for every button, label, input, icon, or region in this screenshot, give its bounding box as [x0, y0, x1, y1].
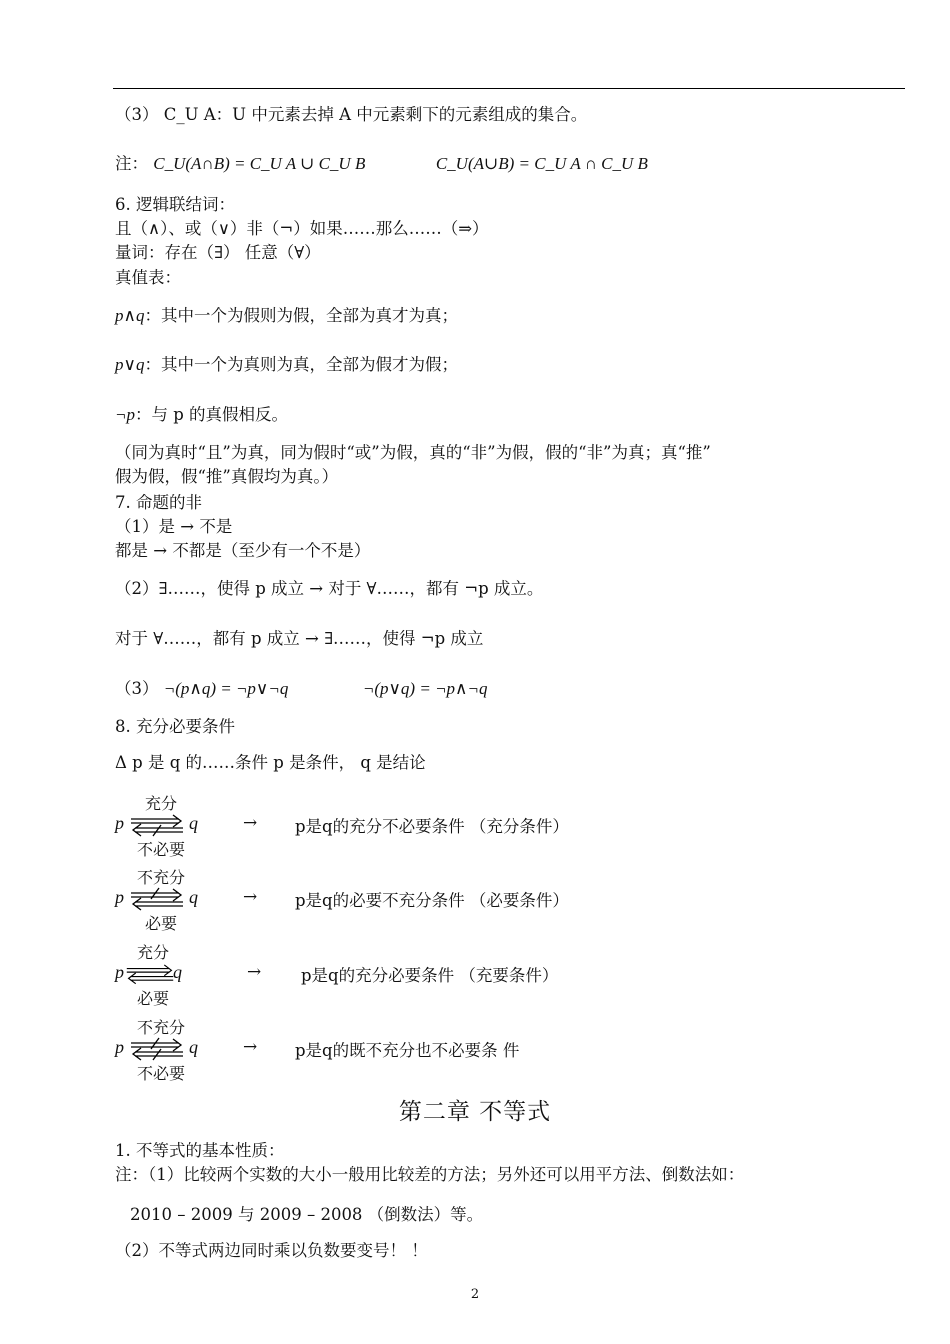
double-arrow-icon	[125, 960, 175, 986]
truth-summary-line-2: 假为假，假“推”真假均为真。）	[115, 467, 339, 486]
complement-note	[115, 153, 648, 175]
condition-bottom-label: 不必要	[136, 840, 185, 859]
negation-item-1b: 都是 → 不都是（至少有一个不是）	[115, 541, 371, 560]
or-text: ：其中一个为真则为真，全部为假才为假；	[144, 355, 458, 374]
condition-q: q	[189, 1037, 198, 1057]
condition-result: p是q的既不充分也不必要条 件	[295, 1041, 520, 1060]
condition-result: p是q的充分不必要条件 （充分条件）	[295, 817, 569, 836]
negation-item-3-label: （3）	[115, 679, 159, 698]
condition-top-label: 不充分	[136, 1018, 185, 1037]
negation-item-1: （1）是 → 不是	[115, 517, 233, 536]
condition-result: p是q的充分必要条件 （充要条件）	[301, 966, 559, 985]
condition-row	[115, 942, 715, 1008]
double-arrow-icon	[129, 1035, 185, 1061]
implies-arrow: →	[243, 813, 258, 833]
condition-intro: Δ p 是 q 的……条件 p 是条件， q 是结论	[115, 753, 426, 772]
and-rule	[115, 305, 458, 327]
condition-bottom-label: 必要	[144, 914, 177, 933]
condition-q: q	[189, 813, 198, 833]
and-text: ：其中一个为假则为假，全部为真才为真；	[144, 306, 458, 325]
negation-item-2: （2）∃……，使得 p 成立 → 对于 ∀……，都有 ¬p 成立。	[115, 579, 544, 598]
condition-result: p是q的必要不充分条件 （必要条件）	[295, 891, 569, 910]
chapter-title: 第二章 不等式	[398, 1099, 552, 1125]
or-rule	[115, 354, 458, 376]
inequality-example: 2010 – 2009 与 2009 – 2008 （倒数法）等。	[130, 1205, 484, 1224]
condition-p: p	[115, 813, 124, 833]
condition-bottom-label: 不必要	[136, 1064, 185, 1083]
de-morgan-eq-2: C_U(A∪B) = C_U A ∩ C_U B	[435, 154, 648, 173]
header-rule	[113, 88, 905, 89]
condition-bottom-label: 必要	[136, 989, 169, 1008]
condition-top-label: 充分	[136, 943, 169, 962]
condition-q: q	[173, 962, 182, 982]
inequality-note-1: 注：（1）比较两个实数的大小一般用比较差的方法；另外还可以用平方法、倒数法如：	[115, 1165, 745, 1184]
de-morgan-eq-1: C_U(A∩B) = C_U A ∪ C_U B	[153, 154, 366, 173]
condition-top-label: 不充分	[136, 868, 185, 887]
implies-arrow: →	[243, 887, 258, 907]
not-text: ：与 p 的真假相反。	[134, 405, 289, 424]
condition-top-label: 充分	[144, 794, 177, 813]
negation-item-3	[115, 678, 487, 700]
not-expr: ¬p	[115, 405, 135, 424]
condition-row	[115, 793, 715, 859]
not-rule	[115, 404, 288, 426]
double-arrow-icon	[129, 885, 185, 911]
implies-arrow: →	[247, 962, 262, 982]
negation-eq-1: ¬(p∧q) = ¬p∨¬q	[163, 679, 289, 698]
quantifiers-line: 量词：存在（∃） 任意（∀）	[115, 243, 321, 262]
condition-p: p	[115, 962, 124, 982]
condition-p: p	[115, 887, 124, 907]
condition-q: q	[189, 887, 198, 907]
section-heading-8: 8. 充分必要条件	[115, 717, 235, 736]
or-expr: p∨q	[115, 355, 145, 374]
condition-p: p	[115, 1037, 124, 1057]
and-expr: p∧q	[115, 306, 145, 325]
note-label: 注：	[115, 154, 148, 173]
double-arrow-icon	[129, 811, 185, 837]
complement-definition: （3） C_U A：U 中元素去掉 A 中元素剩下的元素组成的集合。	[115, 105, 588, 124]
inequality-heading: 1. 不等式的基本性质：	[115, 1141, 285, 1160]
negation-eq-2: ¬(p∨q) = ¬p∧¬q	[362, 679, 488, 698]
connectives-line: 且（∧）、或（∨）非（¬）如果……那么……（⇒）	[115, 219, 489, 238]
page-number: 2	[470, 1287, 480, 1302]
condition-row	[115, 867, 715, 933]
section-heading-7: 7. 命题的非	[115, 493, 202, 512]
implies-arrow: →	[243, 1037, 258, 1057]
inequality-note-2: （2）不等式两边同时乘以负数要变号！ ！	[115, 1241, 428, 1260]
negation-item-2b: 对于 ∀……，都有 p 成立 → ∃……，使得 ¬p 成立	[115, 629, 484, 648]
section-heading-6: 6. 逻辑联结词：	[115, 195, 235, 214]
condition-row	[115, 1017, 715, 1083]
truth-table-heading: 真值表：	[115, 268, 181, 287]
truth-summary-line-1: （同为真时“且”为真，同为假时“或”为假，真的“非”为假，假的“非”为真；真“推”	[115, 443, 711, 462]
